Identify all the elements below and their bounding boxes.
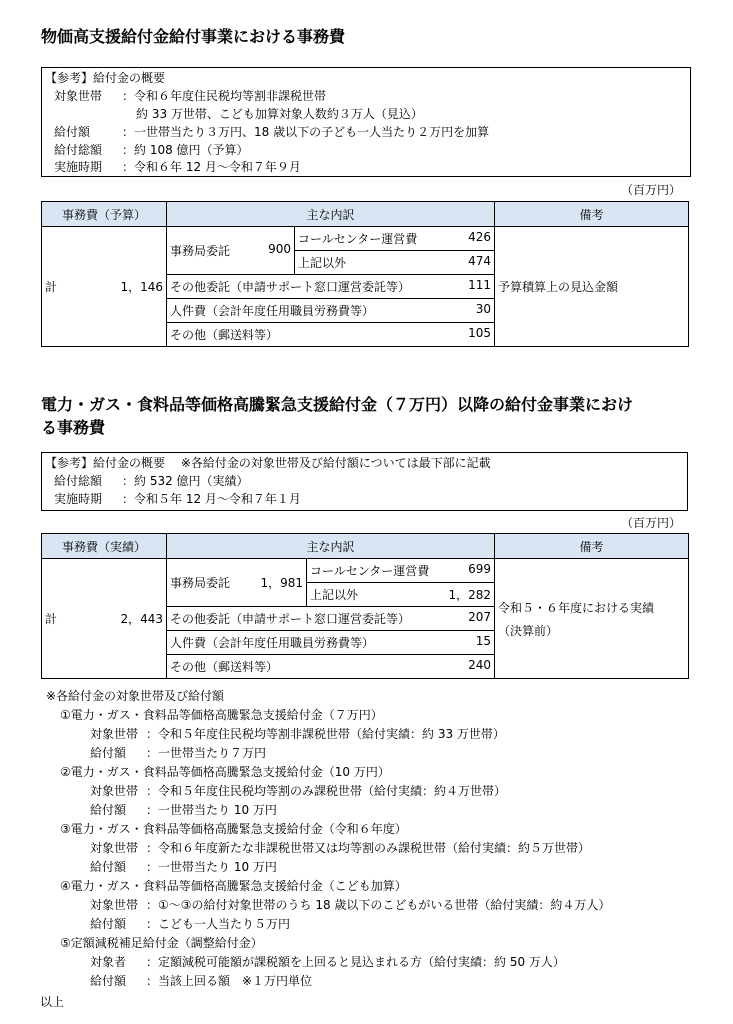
other-cell: 上記以外 1，282 xyxy=(307,583,495,607)
note-line: 給付額 ：一世帯当たり７万円 xyxy=(90,746,267,760)
entrust-cell: その他委託（申請サポート窓口運営委託等） 111 xyxy=(167,275,495,299)
total-cell: 計 2，443 xyxy=(42,559,167,679)
section2-cost-table xyxy=(41,533,689,679)
call-center-cell: コールセンター運営費 426 xyxy=(295,227,495,251)
note-line: 対象世帯 ：令和５年度住民税均等割のみ課税世帯（給付実績：約４万世帯） xyxy=(90,784,507,798)
note-title: ②電力・ガス・食料品等価格高騰緊急支援給付金（10 万円） xyxy=(60,765,390,779)
note-title: ①電力・ガス・食料品等価格高騰緊急支援給付金（７万円） xyxy=(60,708,383,722)
office-cell: 事務局委託 900 xyxy=(167,227,295,275)
office-cell: 事務局委託 1，981 xyxy=(167,559,307,607)
section1-title: 物価高支援給付金給付事業における事務費 xyxy=(41,27,346,46)
section1-reference-box xyxy=(41,67,691,177)
remarks-cell: 令和５・６年度における実績 （決算前） xyxy=(495,559,689,679)
header-cost: 事務費（実績） xyxy=(42,534,167,559)
remarks-cell: 予算積算上の見込金額 xyxy=(495,227,689,347)
section1-ref-line: 給付額 ：一世帯当たり３万円、18 歳以下の子ども一人当たり２万円を加算 xyxy=(54,125,490,139)
section2-ref-line: 実施時期 ：令和５年 12 月〜令和７年１月 xyxy=(54,492,301,506)
note-title: ⑤定額減税補足給付金（調整給付金） xyxy=(60,936,263,950)
section1-ref-line: 給付総額 ：約 108 億円（予算） xyxy=(54,143,249,157)
note-line: 対象世帯 ：①〜③の給付対象世帯のうち 18 歳以下のこどもがいる世帯（給付実績：約４万人） xyxy=(90,898,611,912)
header-remarks: 備考 xyxy=(495,534,689,559)
end-mark: 以上 xyxy=(40,995,65,1009)
header-content: 主な内訳 xyxy=(167,534,495,559)
section1-ref-line: 対象世帯 ：令和６年度住民税均等割非課税世帯 xyxy=(54,89,327,103)
section1-ref-line: 約 33 万世帯、こども加算対象人数約３万人（見込） xyxy=(136,107,423,121)
note-line: 対象世帯 ：令和６年度新たな非課税世帯又は均等割のみ課税世帯（給付実績：約５万世帯） xyxy=(90,841,591,855)
other-cell: 上記以外 474 xyxy=(295,251,495,275)
entrust-cell: その他委託（申請サポート窓口運営委託等） 207 xyxy=(167,607,495,631)
section1-cost-table xyxy=(41,201,689,347)
section2-reference-box xyxy=(41,452,688,511)
total-cell: 計 1，146 xyxy=(42,227,167,347)
header-cost: 事務費（予算） xyxy=(42,202,167,227)
notes-head: ※各給付金の対象世帯及び給付額 xyxy=(46,689,225,703)
note-line: 給付額 ：こども一人当たり５万円 xyxy=(90,917,291,931)
call-center-cell: コールセンター運営費 699 xyxy=(307,559,495,583)
note-line: 給付額 ：一世帯当たり 10 万円 xyxy=(90,803,277,817)
note-title: ④電力・ガス・食料品等価格高騰緊急支援給付金（こども加算） xyxy=(60,879,407,893)
note-line: 対象者 ：定額減税可能額が課税額を上回ると見込まれる方（給付実績：約 50 万人） xyxy=(90,955,565,969)
section2-title-line2: る事務費 xyxy=(41,418,106,437)
misc-cell: その他（郵送料等） 240 xyxy=(167,655,495,679)
personnel-cell: 人件費（会計年度任用職員労務費等） 15 xyxy=(167,631,495,655)
note-line: 給付額 ：当該上回る額 ※１万円単位 xyxy=(90,974,313,988)
section2-unit-label: （百万円） xyxy=(621,516,682,530)
header-content: 主な内訳 xyxy=(167,202,495,227)
section1-unit-label: （百万円） xyxy=(621,183,682,197)
note-line: 対象世帯 ：令和５年度住民税均等割非課税世帯（給付実績：約 33 万世帯） xyxy=(90,727,505,741)
section2-ref-line: 給付総額 ：約 532 億円（実績） xyxy=(54,474,249,488)
section1-ref-head: 【参考】給付金の概要 xyxy=(45,71,166,85)
section1-ref-line: 実施時期 ：令和６年 12 月〜令和７年９月 xyxy=(54,160,301,174)
personnel-cell: 人件費（会計年度任用職員労務費等） 30 xyxy=(167,299,495,323)
header-remarks: 備考 xyxy=(495,202,689,227)
note-line: 給付額 ：一世帯当たり 10 万円 xyxy=(90,860,277,874)
misc-cell: その他（郵送料等） 105 xyxy=(167,323,495,347)
note-title: ③電力・ガス・食料品等価格高騰緊急支援給付金（令和６年度） xyxy=(60,822,407,836)
section2-title-line1: 電力・ガス・食料品等価格高騰緊急支援給付金（７万円）以降の給付金事業におけ xyxy=(41,395,634,414)
section2-ref-head: 【参考】給付金の概要 ※各給付金の対象世帯及び給付額については最下部に記載 xyxy=(45,456,491,470)
